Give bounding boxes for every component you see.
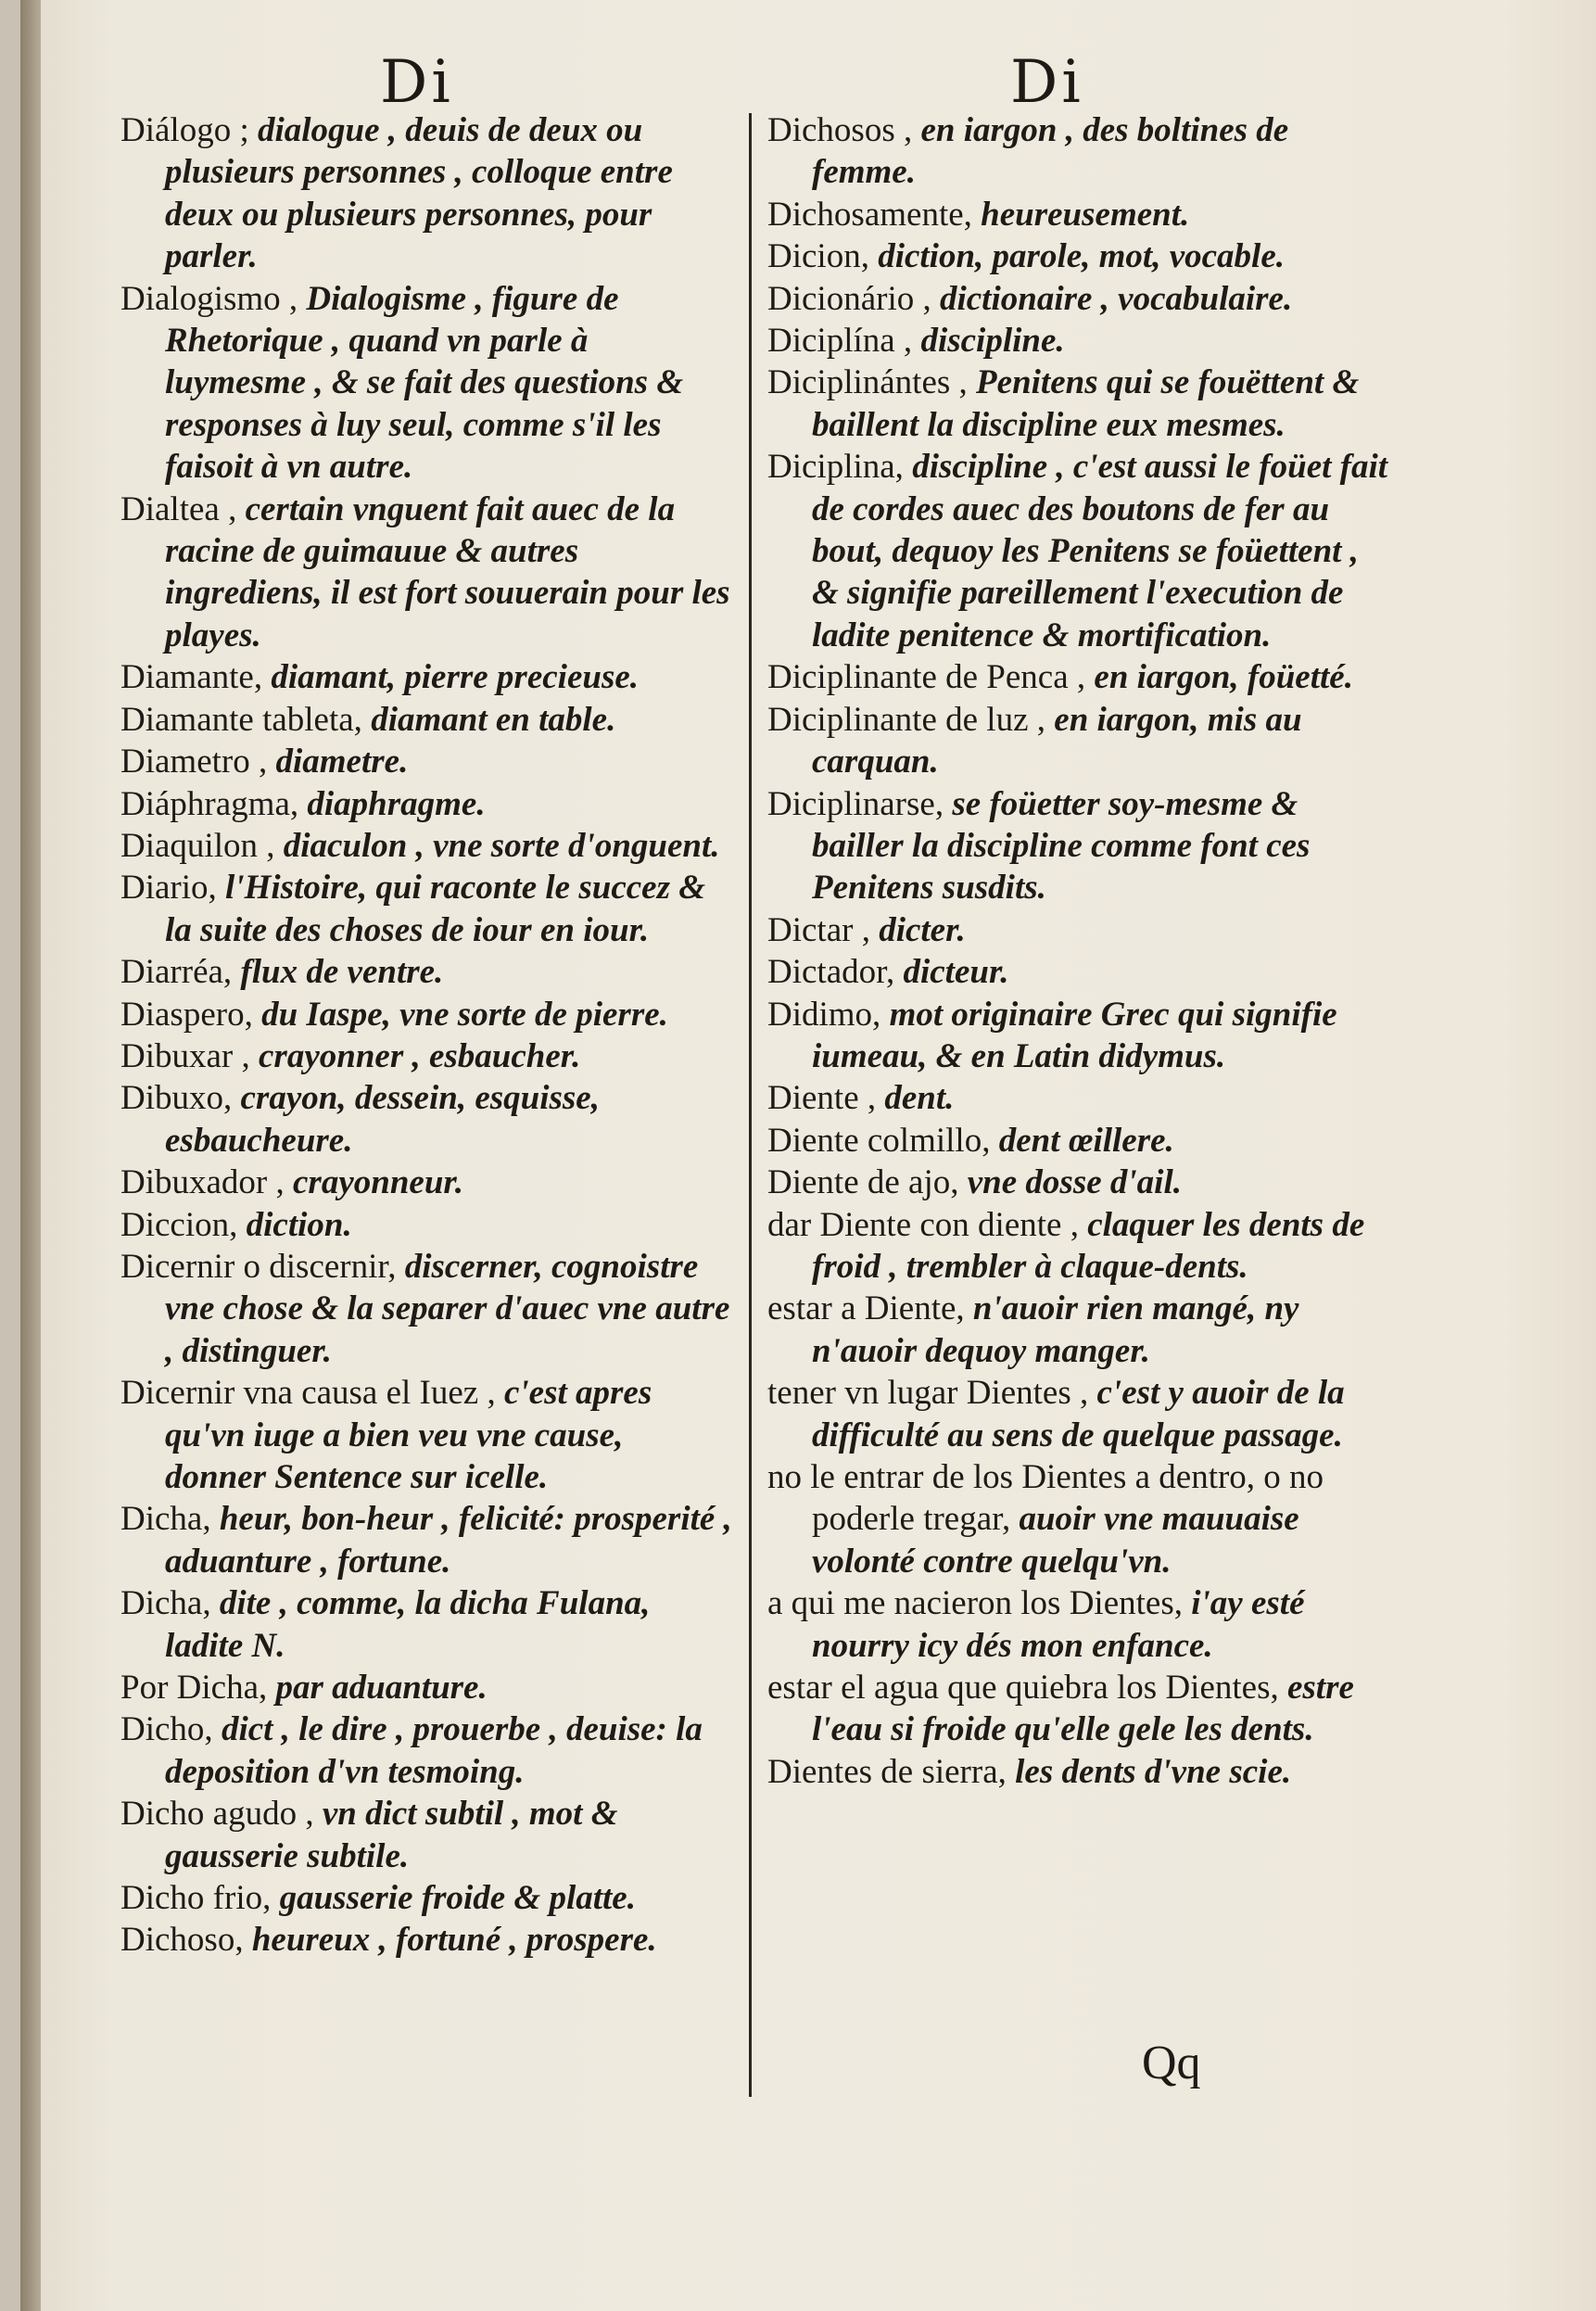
definition: diction, parole, mot, vocable. — [878, 237, 1285, 276]
headword: Diente , — [767, 1079, 877, 1118]
definition: gausserie froide & platte. — [279, 1879, 636, 1918]
definition: heureux , fortuné , prospere. — [251, 1921, 657, 1960]
definition: diaculon , vne sorte d'onguent. — [283, 826, 720, 865]
headword: Diciplinántes , — [767, 363, 968, 402]
definition: dialogue , deuis de deux ou plusieurs personnes , colloque entre deux ou plusieurs personnes, pour parler. — [165, 111, 673, 276]
dictionary-entry — [767, 1204, 1390, 1289]
dictionary-entry — [767, 783, 1390, 909]
dictionary-entry — [120, 1162, 732, 1203]
dictionary-entry — [767, 1162, 1390, 1203]
dictionary-entry — [767, 194, 1390, 235]
definition: heureusement. — [981, 195, 1190, 234]
definition: dent œillere. — [998, 1121, 1174, 1160]
definition: dent. — [884, 1079, 955, 1118]
dictionary-entry — [120, 1035, 732, 1077]
headword: Diente colmillo, — [767, 1121, 991, 1160]
headword: Dialtea , — [120, 489, 237, 528]
definition: l'Histoire, qui raconte le succez & la suite des choses de iour en iour. — [165, 869, 706, 949]
headword: Dibuxar , — [120, 1036, 250, 1075]
headword: Diamante, — [120, 658, 263, 697]
headword: Dicernir vna causa el Iuez , — [120, 1374, 496, 1413]
dictionary-entry — [120, 1077, 732, 1162]
headword: Por Dicha, — [120, 1669, 268, 1708]
headword: Diamante tableta, — [120, 700, 362, 739]
dictionary-entry — [120, 825, 732, 867]
headword: Dicha, — [120, 1500, 211, 1539]
headword: Diciplina, — [767, 448, 904, 487]
headword: no le entrar de los Dientes a dentro, o no poderle tregar, — [767, 1458, 1324, 1539]
left-column — [120, 109, 732, 1962]
headword: Dictador, — [767, 953, 895, 992]
definition: c'est apres qu'vn iuge a bien veu vne cause, donner Sentence sur icelle. — [165, 1374, 652, 1496]
headword: Dicho, — [120, 1710, 213, 1749]
dictionary-entry — [120, 278, 732, 489]
dictionary-entry — [120, 656, 732, 698]
dictionary-entry — [767, 1456, 1390, 1582]
headword: Dichosos , — [767, 111, 913, 149]
definition: flux de ventre. — [240, 953, 444, 992]
headword: Dicionário , — [767, 279, 931, 318]
definition: heur, bon-heur , felicité: prosperité , aduanture , fortune. — [165, 1500, 732, 1581]
headword: Diente de ajo, — [767, 1163, 959, 1202]
definition: i'ay esté nourry icy dés mon enfance. — [812, 1584, 1305, 1665]
dictionary-entry — [767, 109, 1390, 194]
column-divider — [749, 113, 752, 2097]
definition: discipline. — [920, 322, 1065, 361]
definition: mot originaire Grec qui signifie iumeau, & en Latin didymus. — [812, 995, 1337, 1075]
right-running-head: Di — [1010, 48, 1084, 117]
definition: dicter. — [879, 910, 966, 949]
headword: Diálogo ; — [120, 111, 249, 149]
definition: vn dict subtil , mot & gausserie subtile. — [165, 1795, 618, 1875]
headword: Dicernir o discernir, — [120, 1247, 397, 1286]
dictionary-entry — [767, 1077, 1390, 1119]
headword: Dicion, — [767, 237, 869, 276]
dictionary-entry — [767, 1288, 1390, 1372]
definition: crayonner , esbaucher. — [259, 1036, 581, 1075]
headword: Dialogismo , — [120, 279, 298, 318]
definition: en iargon, mis au carquan. — [812, 700, 1302, 781]
definition: en iargon , des boltines de femme. — [812, 111, 1289, 192]
headword: Diáphragma, — [120, 784, 299, 823]
definition: crayon, dessein, esquisse, esbaucheure. — [165, 1079, 600, 1160]
dictionary-entry — [120, 1582, 732, 1667]
definition: claquer les dents de froid , trembler à claque-dents. — [812, 1205, 1365, 1286]
dictionary-entry — [120, 951, 732, 993]
dictionary-entry — [120, 109, 732, 278]
dictionary-entry — [767, 1120, 1390, 1162]
headword: Dicho agudo , — [120, 1795, 314, 1834]
headword: a qui me nacieron los Dientes, — [767, 1584, 1183, 1623]
dictionary-entry — [120, 783, 732, 825]
definition: auoir vne mauuaise volonté contre quelqu'vn. — [812, 1500, 1299, 1581]
dictionary-entry — [767, 446, 1390, 656]
definition: diamant, pierre precieuse. — [271, 658, 640, 697]
dictionary-entry — [767, 235, 1390, 277]
headword: dar Diente con diente , — [767, 1205, 1079, 1244]
dictionary-entry — [767, 320, 1390, 362]
dictionary-entry — [120, 699, 732, 741]
dictionary-entry — [120, 489, 732, 657]
dictionary-entry — [767, 656, 1390, 698]
dictionary-entry — [120, 1246, 732, 1372]
signature-mark: Qq — [1142, 2037, 1201, 2089]
headword: Dichoso, — [120, 1921, 244, 1960]
definition: vne dosse d'ail. — [967, 1163, 1182, 1202]
dictionary-entry — [767, 362, 1390, 446]
headword: Diaquilon , — [120, 826, 275, 865]
dictionary-entry — [120, 1877, 732, 1919]
dictionary-entry — [767, 278, 1390, 320]
definition: Dialogisme , figure de Rhetorique , quand vn parle à luymesme , & se fait des questions & responses à luy seul, comme s'il les faisoit à vn autre. — [165, 279, 684, 487]
headword: tener vn lugar Dientes , — [767, 1374, 1089, 1413]
headword: Diccion, — [120, 1205, 238, 1244]
headword: Diciplinarse, — [767, 784, 944, 823]
definition: par aduanture. — [275, 1669, 488, 1708]
definition: n'auoir rien mangé, ny n'auoir dequoy manger. — [812, 1289, 1299, 1370]
headword: Diario, — [120, 869, 217, 908]
dictionary-entry — [120, 1919, 732, 1961]
definition: certain vnguent fait auec de la racine de guimauue & autres ingrediens, il est fort souuerain pour les playes. — [165, 489, 730, 654]
headword: Diciplinante de Penca , — [767, 658, 1086, 697]
definition: diaphragme. — [307, 784, 486, 823]
definition: estre l'eau si froide qu'elle gele les dents. — [812, 1669, 1354, 1749]
headword: Dibuxo, — [120, 1079, 233, 1118]
headword: Dicho frio, — [120, 1879, 272, 1918]
dictionary-entry — [767, 1667, 1390, 1751]
dictionary-entry — [120, 867, 732, 951]
dictionary-entry — [120, 1793, 732, 1877]
definition: dicteur. — [903, 953, 1009, 992]
dictionary-entry — [767, 699, 1390, 783]
definition: dictionaire , vocabulaire. — [939, 279, 1293, 318]
headword: estar el agua que quiebra los Dientes, — [767, 1669, 1279, 1708]
headword: Didimo, — [767, 995, 881, 1034]
dictionary-entry — [767, 909, 1390, 951]
definition: en iargon, foüetté. — [1094, 658, 1353, 697]
dictionary-entry — [767, 1751, 1390, 1793]
headword: Diciplinante de luz , — [767, 700, 1046, 739]
dictionary-entry — [120, 1667, 732, 1708]
dictionary-entry — [120, 1498, 732, 1582]
definition: discerner, cognoistre vne chose & la separer d'auec vne autre , distinguer. — [165, 1247, 730, 1370]
dictionary-entry — [120, 741, 732, 782]
definition: diamant en table. — [371, 700, 616, 739]
headword: Diaspero, — [120, 995, 253, 1034]
headword: Dicha, — [120, 1584, 211, 1623]
headword: Diametro , — [120, 743, 268, 781]
dictionary-entry — [767, 1582, 1390, 1667]
definition: les dents d'vne scie. — [1015, 1752, 1292, 1791]
definition: diction. — [246, 1205, 352, 1244]
right-column — [767, 109, 1390, 1793]
dictionary-entry — [767, 994, 1390, 1078]
headword: Dichosamente, — [767, 195, 972, 234]
headword: Diarréa, — [120, 953, 233, 992]
definition: crayonneur. — [293, 1163, 464, 1202]
dictionary-entry — [120, 1708, 732, 1793]
definition: se foüetter soy-mesme & bailler la discipline comme font ces Penitens susdits. — [812, 784, 1311, 908]
headword: Dientes de sierra, — [767, 1752, 1007, 1791]
definition: diametre. — [275, 743, 409, 781]
dictionary-entry — [120, 1372, 732, 1498]
page-binding — [20, 0, 41, 2311]
definition: discipline , c'est aussi le foüet fait de cordes auec des boutons de fer au bout, dequoy les Penitens se foüettent , & signifie pareillement l'execution de ladite penitence & mortification. — [812, 448, 1388, 654]
dictionary-entry — [767, 1372, 1390, 1456]
headword: Diciplína , — [767, 322, 913, 361]
dictionary-entry — [120, 1204, 732, 1246]
definition: c'est y auoir de la difficulté au sens de quelque passage. — [812, 1374, 1345, 1454]
definition: du Iaspe, vne sorte de pierre. — [261, 995, 668, 1034]
headword: Dibuxador , — [120, 1163, 285, 1202]
dictionary-entry — [767, 951, 1390, 993]
definition: dict , le dire , prouerbe , deuise: la deposition d'vn tesmoing. — [165, 1710, 703, 1791]
dictionary-entry — [120, 994, 732, 1035]
definition: dite , comme, la dicha Fulana, ladite N. — [165, 1584, 651, 1665]
headword: Dictar , — [767, 910, 870, 949]
definition: Penitens qui se fouëttent & baillent la discipline eux mesmes. — [812, 363, 1360, 444]
headword: estar a Diente, — [767, 1289, 965, 1328]
left-running-head: Di — [380, 48, 454, 117]
